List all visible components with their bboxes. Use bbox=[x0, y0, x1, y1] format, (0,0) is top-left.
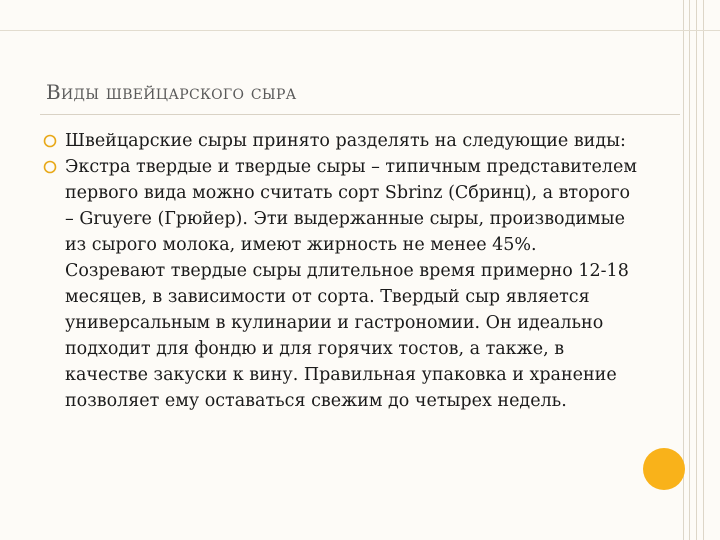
border-line bbox=[696, 0, 697, 540]
open-sun-bullet-icon bbox=[43, 134, 57, 148]
bullet-item bbox=[40, 154, 640, 414]
bullet-text: Экстра твердые и твердые сыры – типичным представителем первого вида можно считать сорт Sbrinz (Сбринц), а второго – Gruyere (Грюйер). Эти выдержанные сыры, производимые из сырого молока, имеют жирность не менее 45%. Созревают твердые сыры длительное время примерно 12-18 месяцев, в зависимости от сорта. Твердый сыр является универсальным в кулинарии и гастрономии. Он идеально подходит для фондю и для горячих тостов, а также, в качестве закуски к вину. Правильная упаковка и хранение позволяет ему оставаться свежим до четырех недель. bbox=[65, 157, 637, 411]
bullet-text: Швейцарские сыры принято разделять на следующие виды: bbox=[65, 131, 626, 151]
border-line bbox=[0, 30, 720, 31]
slide-title: Виды швейцарского сыра bbox=[46, 80, 297, 104]
decorative-orange-circle bbox=[643, 448, 685, 490]
border-line bbox=[683, 0, 684, 540]
open-sun-bullet-icon bbox=[43, 160, 57, 174]
bullet-list bbox=[40, 128, 640, 414]
title-divider bbox=[40, 114, 680, 115]
border-line bbox=[703, 0, 704, 540]
border-line bbox=[689, 0, 690, 540]
bullet-item bbox=[40, 128, 640, 154]
